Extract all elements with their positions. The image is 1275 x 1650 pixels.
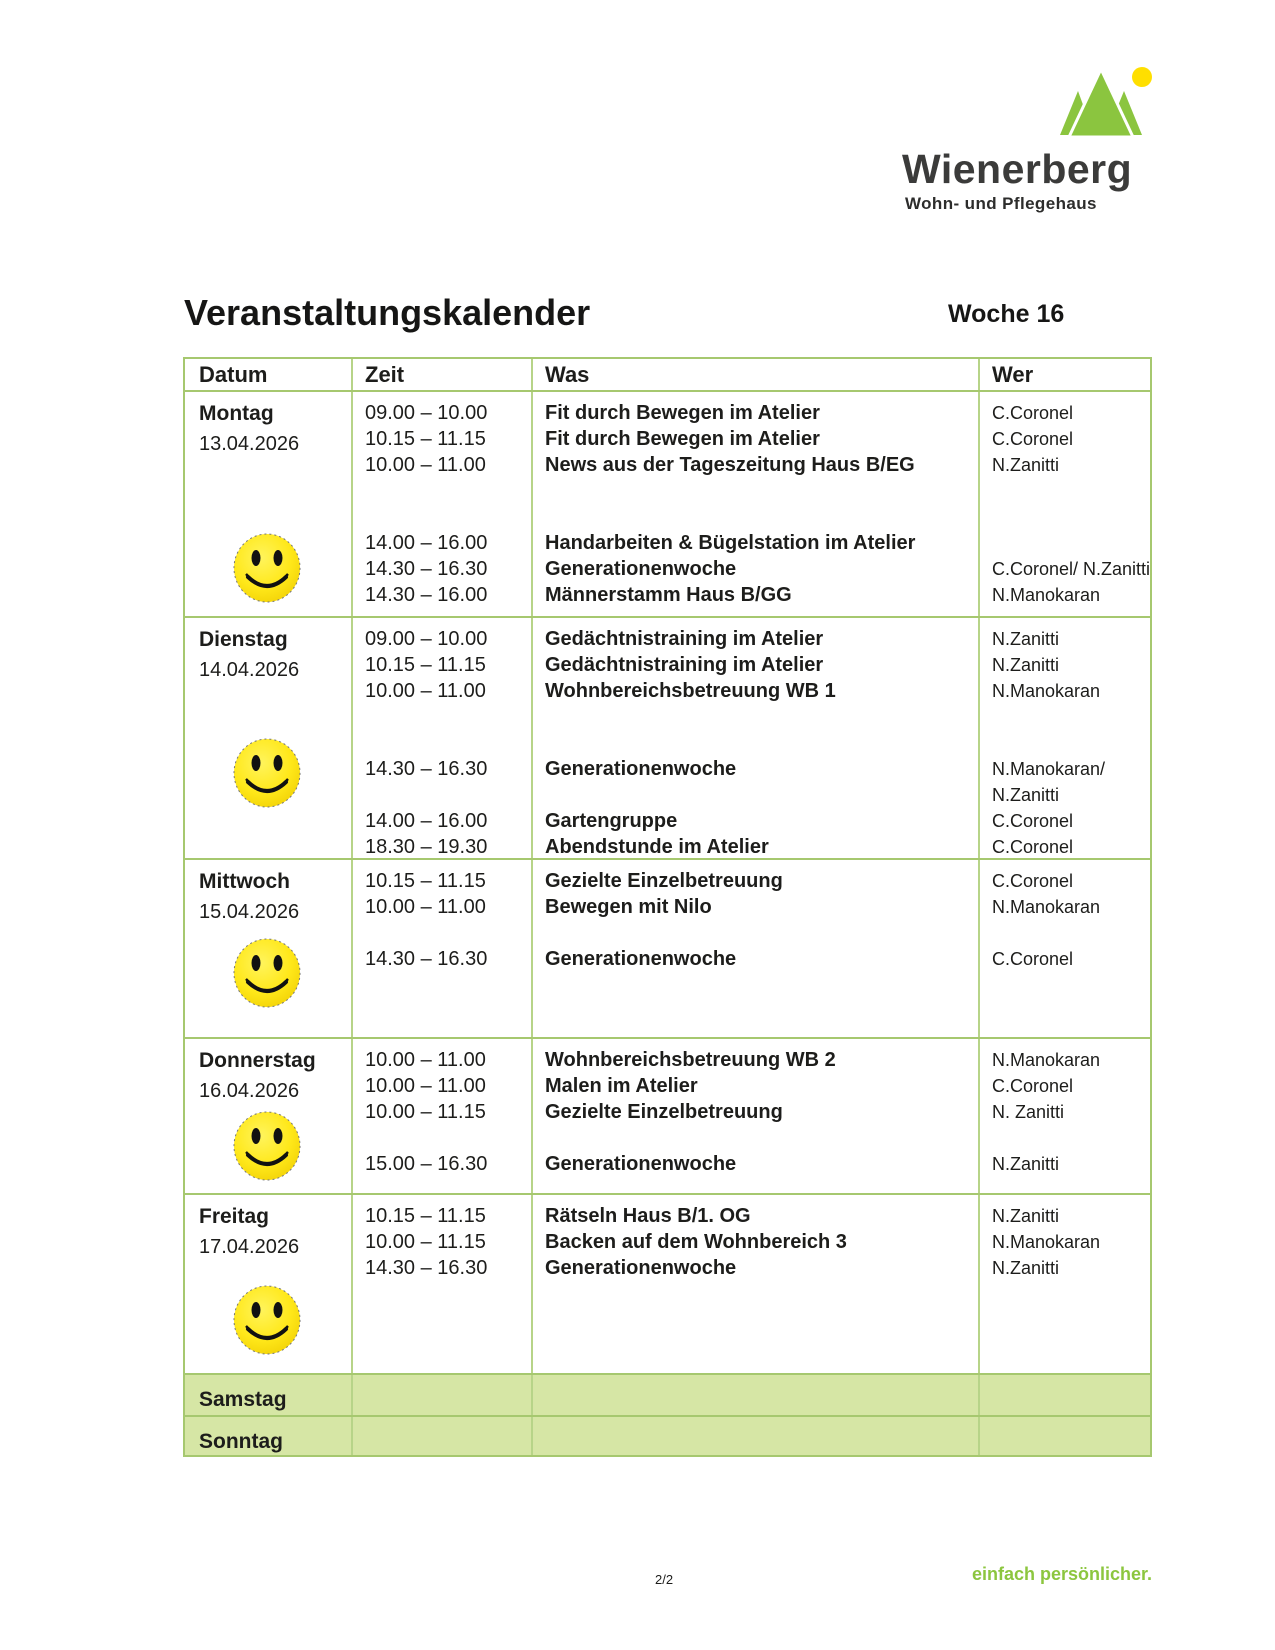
event-time: 14.00 – 16.00 (365, 532, 488, 554)
day-name: Mittwoch (199, 870, 290, 893)
page-number: 2/2 (655, 1572, 674, 1587)
event-person: N.Zanitti (992, 455, 1060, 475)
day-date: 14.04.2026 (199, 659, 300, 681)
column-header-was: Was (531, 359, 978, 390)
day-row-samstag (185, 1375, 1150, 1417)
event-time (365, 704, 527, 730)
event-time: 10.00 – 11.00 (365, 680, 486, 702)
event-title (545, 504, 974, 530)
wer-cell (978, 392, 1150, 616)
wer-cell (978, 860, 1150, 1037)
event-time: 10.15 – 11.15 (365, 428, 486, 450)
event-person: C.Coronel (992, 837, 1074, 857)
zeit-cell (351, 618, 531, 860)
event-title: Gedächtnistraining im Atelier (545, 628, 824, 650)
event-time: 10.00 – 11.15 (365, 1101, 486, 1123)
footer-tagline: einfach persönlicher. (971, 1564, 1152, 1584)
event-time (365, 730, 527, 756)
event-time: 10.15 – 11.15 (365, 654, 486, 676)
event-time (365, 504, 527, 530)
event-title: Rätseln Haus B/1. OG (545, 1205, 751, 1227)
logo-subtitle: Wohn- und Pflegehaus (905, 194, 1097, 213)
day-name: Freitag (199, 1205, 270, 1228)
day-row-sonntag (185, 1417, 1150, 1455)
was-cell (531, 1195, 978, 1373)
event-person: N.Manokaran (992, 1232, 1101, 1252)
event-time: 14.30 – 16.30 (365, 558, 488, 580)
event-time: 15.00 – 16.30 (365, 1153, 488, 1175)
event-person (992, 1307, 1146, 1333)
event-time (365, 1333, 527, 1359)
event-person (992, 1125, 1146, 1151)
day-row-mittwoch (185, 860, 1150, 1039)
event-time (365, 998, 527, 1024)
event-person (992, 478, 1150, 504)
zeit-cell (351, 392, 531, 616)
event-title: Backen auf dem Wohnbereich 3 (545, 1231, 847, 1253)
datum-cell (185, 1039, 351, 1193)
event-person: C.Coronel (992, 811, 1074, 831)
event-title: Fit durch Bewegen im Atelier (545, 428, 820, 450)
datum-cell (185, 1375, 351, 1415)
event-title: Generationenwoche (545, 948, 737, 970)
event-person (992, 998, 1146, 1024)
event-title (545, 920, 974, 946)
column-header-datum: Datum (199, 361, 268, 387)
was-cell (531, 1417, 978, 1455)
day-row-donnerstag (185, 1039, 1150, 1195)
event-time: 10.00 – 11.15 (365, 1231, 486, 1253)
event-person (992, 704, 1146, 730)
day-row-montag (185, 392, 1150, 618)
day-date: 13.04.2026 (199, 433, 300, 455)
event-title: Generationenwoche (545, 558, 737, 580)
event-person: N.Manokaran (992, 681, 1101, 701)
datum-cell (185, 618, 351, 860)
event-time: 10.15 – 11.15 (365, 1205, 486, 1227)
event-title (545, 972, 974, 998)
was-cell (531, 1375, 978, 1415)
event-time: 14.30 – 16.30 (365, 758, 488, 780)
event-time: 10.00 – 11.00 (365, 1049, 486, 1071)
event-title: Bewegen mit Nilo (545, 896, 712, 918)
logo-wordmark: Wienerberg (902, 146, 1133, 192)
day-name: Samstag (199, 1388, 287, 1411)
event-person: N.Zanitti (992, 1258, 1060, 1278)
event-person: N.Zanitti (992, 655, 1060, 675)
wer-cell (978, 1375, 1150, 1415)
event-person (992, 1333, 1146, 1359)
event-person (992, 504, 1150, 530)
event-time (365, 478, 527, 504)
event-person: N.Zanitti (992, 785, 1060, 805)
day-name: Dienstag (199, 628, 288, 651)
event-person: C.Coronel (992, 403, 1074, 423)
day-date: 15.04.2026 (199, 901, 300, 923)
event-time: 10.15 – 11.15 (365, 870, 486, 892)
smiley-icon (232, 1284, 302, 1356)
event-person (992, 920, 1146, 946)
day-name: Donnerstag (199, 1049, 316, 1072)
column-header-wer: Wer (978, 359, 1150, 390)
event-title: Generationenwoche (545, 1257, 737, 1279)
week-label: Woche 16 (948, 300, 1065, 328)
wer-cell (978, 1417, 1150, 1455)
was-cell (531, 860, 978, 1037)
event-title (545, 1125, 974, 1151)
day-name: Montag (199, 402, 274, 425)
datum-cell (185, 392, 351, 616)
event-time: 14.30 – 16.30 (365, 1257, 488, 1279)
event-time: 14.30 – 16.00 (365, 584, 488, 606)
event-person: N.Manokaran (992, 897, 1101, 917)
event-person (992, 730, 1146, 756)
event-person: N.Manokaran/ (992, 759, 1106, 779)
event-title: Gedächtnistraining im Atelier (545, 654, 824, 676)
day-name: Sonntag (199, 1430, 283, 1453)
smiley-icon (232, 737, 302, 809)
event-person: C.Coronel/ N.Zanitti (992, 559, 1150, 579)
calendar-table (183, 357, 1152, 1457)
column-header-zeit: Zeit (351, 359, 531, 390)
event-time: 18.30 – 19.30 (365, 836, 488, 858)
event-title (545, 1333, 974, 1359)
smiley-icon (232, 937, 302, 1009)
event-title: Fit durch Bewegen im Atelier (545, 402, 820, 424)
event-person: C.Coronel (992, 871, 1074, 891)
event-title (545, 998, 974, 1024)
event-person: N.Manokaran (992, 585, 1101, 605)
event-time: 10.00 – 11.00 (365, 896, 486, 918)
event-title: Gartengruppe (545, 810, 678, 832)
event-time: 10.00 – 11.00 (365, 1075, 486, 1097)
day-date: 16.04.2026 (199, 1080, 300, 1102)
zeit-cell (351, 860, 531, 1037)
event-time (365, 1125, 527, 1151)
event-title (545, 730, 974, 756)
was-cell (531, 1039, 978, 1193)
event-person: N.Zanitti (992, 1206, 1060, 1226)
event-title: Gezielte Einzelbetreuung (545, 1101, 783, 1123)
datum-cell (185, 1195, 351, 1373)
event-title: Generationenwoche (545, 1153, 737, 1175)
event-title: News aus der Tageszeitung Haus B/EG (545, 454, 915, 476)
event-person (992, 1281, 1146, 1307)
event-title (545, 1307, 974, 1333)
day-row-dienstag (185, 618, 1150, 860)
event-time (365, 1307, 527, 1333)
event-title: Wohnbereichsbetreuung WB 1 (545, 680, 836, 702)
mountains-sun-icon (1050, 60, 1154, 140)
event-title: Gezielte Einzelbetreuung (545, 870, 783, 892)
event-time: 14.30 – 16.30 (365, 948, 488, 970)
event-title (545, 1281, 974, 1307)
event-title: Handarbeiten & Bügelstation im Atelier (545, 532, 916, 554)
smiley-icon (232, 1110, 302, 1182)
day-row-freitag (185, 1195, 1150, 1375)
was-cell (531, 618, 978, 860)
event-person (992, 530, 1150, 556)
event-time: 10.00 – 11.00 (365, 454, 486, 476)
event-title (545, 478, 974, 504)
event-person: C.Coronel (992, 1076, 1074, 1096)
zeit-cell (351, 1195, 531, 1373)
event-title: Malen im Atelier (545, 1075, 698, 1097)
event-time: 09.00 – 10.00 (365, 628, 488, 650)
event-person: N.Zanitti (992, 629, 1060, 649)
event-title: Wohnbereichsbetreuung WB 2 (545, 1049, 836, 1071)
wer-cell (978, 618, 1150, 860)
wer-cell (978, 1039, 1150, 1193)
event-person: C.Coronel (992, 429, 1074, 449)
event-time (365, 782, 527, 808)
event-title: Abendstunde im Atelier (545, 836, 769, 858)
event-time: 09.00 – 10.00 (365, 402, 488, 424)
table-header-row (185, 359, 1150, 392)
event-title (545, 704, 974, 730)
zeit-cell (351, 1375, 531, 1415)
event-person: N.Manokaran (992, 1050, 1101, 1070)
event-person: C.Coronel (992, 949, 1074, 969)
event-title: Generationenwoche (545, 758, 737, 780)
smiley-icon (232, 532, 302, 604)
event-person (992, 972, 1146, 998)
datum-cell (185, 1417, 351, 1455)
event-title: Männerstamm Haus B/GG (545, 584, 792, 606)
page-title: Veranstaltungskalender (184, 292, 591, 333)
event-person: N. Zanitti (992, 1102, 1065, 1122)
zeit-cell (351, 1039, 531, 1193)
event-time (365, 972, 527, 998)
was-cell (531, 392, 978, 616)
event-time (365, 920, 527, 946)
wer-cell (978, 1195, 1150, 1373)
datum-cell (185, 860, 351, 1037)
event-time (365, 1281, 527, 1307)
zeit-cell (351, 1417, 531, 1455)
event-person: N.Zanitti (992, 1154, 1060, 1174)
event-title (545, 782, 974, 808)
event-time: 14.00 – 16.00 (365, 810, 488, 832)
day-date: 17.04.2026 (199, 1236, 300, 1258)
